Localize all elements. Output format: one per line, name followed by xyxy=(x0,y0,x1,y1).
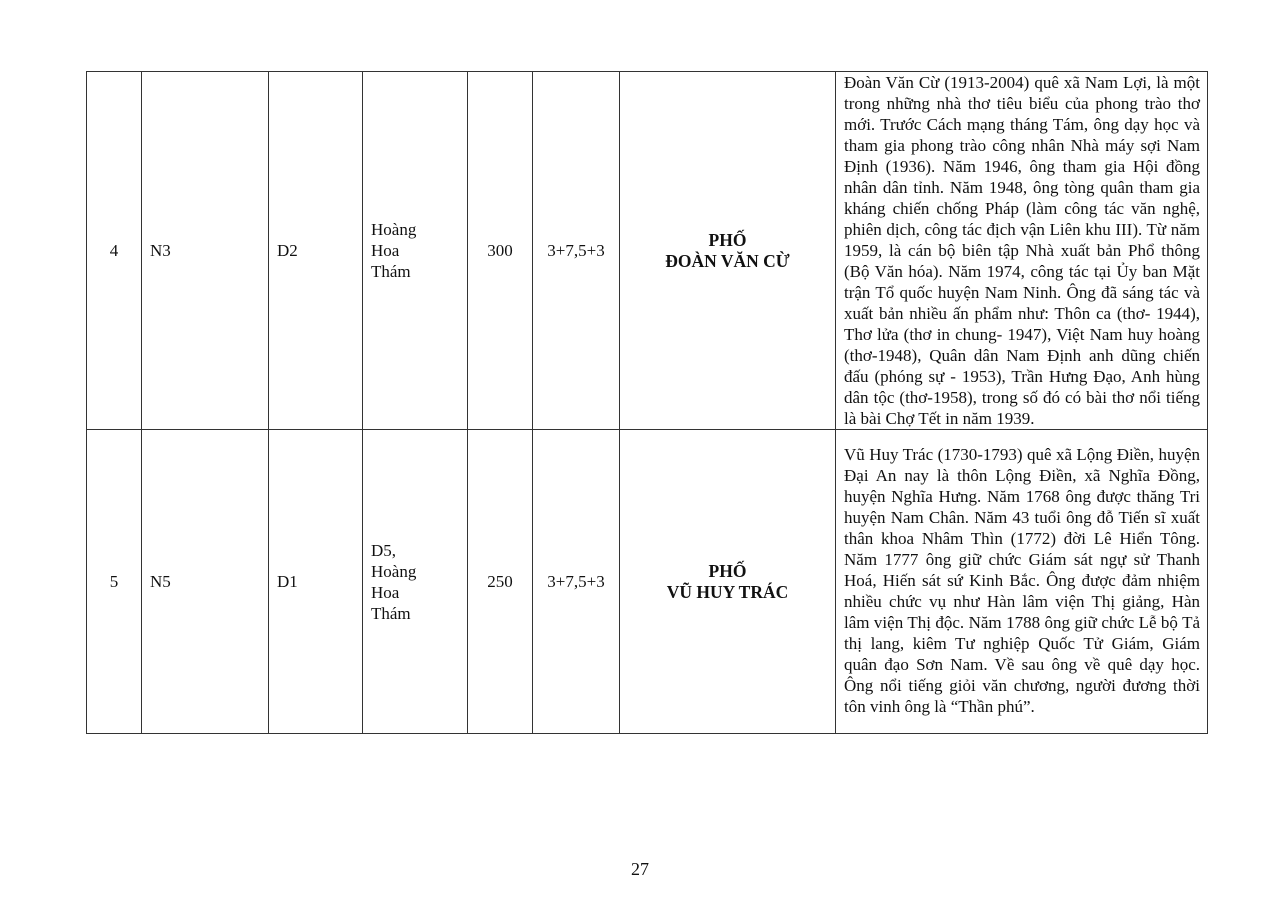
connection-line: Thám xyxy=(371,603,411,623)
table-row xyxy=(87,430,1208,734)
connection-line: Hoàng xyxy=(371,220,417,239)
start-point-cell: N5 xyxy=(142,430,269,734)
connection-line: Hoa xyxy=(371,582,400,602)
connection-line: D5, xyxy=(371,540,397,560)
connection-line: Thám xyxy=(371,262,411,281)
street-name-cell xyxy=(620,72,836,430)
street-name-line: ĐOÀN VĂN CỪ xyxy=(665,250,790,271)
connection-cell xyxy=(363,72,468,430)
length-cell: 250 xyxy=(468,430,533,734)
length-cell: 300 xyxy=(468,72,533,430)
street-name-line: PHỐ xyxy=(708,560,747,581)
description-cell: Vũ Huy Trác (1730-1793) quê xã Lộng Điền, huyện Đại An nay là thôn Lộng Điền, xã Nghĩa Đồng, huyện Nghĩa Hưng. Năm 1768 ông được thăng Tri huyện Nam Chân. Năm 43 tuổi ông đỗ Tiến sĩ xuất thân khoa Nhâm Thìn (1772) đời Lê Hiển Tông. Năm 1777 ông giữ chức Giám sát ngự sử Thanh Hoá, Hiến sát sứ Kinh Bắc. Ông được đảm nhiệm nhiều chức vụ như Hàn lâm viện Thị giảng, Hàn lâm viện Thị độc. Năm 1788 ông giữ chức Lễ bộ Tả thị lang, kiêm Tư nghiệp Quốc Tử Giám, Giám quân đạo Sơn Nam. Về sau ông về quê dạy học. Ông nổi tiếng giỏi văn chương, người đương thời tôn vinh ông là “Thần phú”. xyxy=(836,430,1208,734)
connection-line: Hoàng xyxy=(371,561,417,581)
street-name-cell xyxy=(620,430,836,734)
start-point-cell: N3 xyxy=(142,72,269,430)
street-naming-table xyxy=(86,71,1208,734)
width-cell: 3+7,5+3 xyxy=(533,430,620,734)
street-name-line: PHỐ xyxy=(708,229,747,250)
row-number-cell: 5 xyxy=(87,430,142,734)
connection-cell xyxy=(363,430,468,734)
table-row xyxy=(87,72,1208,430)
page-number: 27 xyxy=(631,859,649,879)
street-name-line: VŨ HUY TRÁC xyxy=(666,581,789,602)
description-cell: Đoàn Văn Cừ (1913-2004) quê xã Nam Lợi, là một trong những nhà thơ tiêu biểu của phong trào thơ mới. Trước Cách mạng tháng Tám, ông dạy học và tham gia phong trào công nhân Nhà máy sợi Nam Định (1936). Năm 1946, ông tham gia Hội đồng nhân dân tỉnh. Năm 1948, ông tòng quân tham gia kháng chiến chống Pháp (làm công tác văn nghệ, phiên dịch, công tác địch vận Liên khu III). Từ năm 1959, là cán bộ biên tập Nhà xuất bản Phổ thông (Bộ Văn hóa). Năm 1974, công tác tại Ủy ban Mặt trận Tổ quốc huyện Nam Ninh. Ông đã sáng tác và xuất bản nhiều ấn phẩm như: Thôn ca (thơ- 1944), Thơ lửa (thơ in chung- 1947), Việt Nam huy hoàng (thơ-1948), Quân dân Nam Định anh dũng chiến đấu (phóng sự - 1953), Trần Hưng Đạo, Anh hùng dân tộc (thơ-1958), trong số đó có bài thơ nổi tiếng là bài Chợ Tết in năm 1939. xyxy=(836,72,1208,430)
end-point-cell: D1 xyxy=(269,430,363,734)
width-cell: 3+7,5+3 xyxy=(533,72,620,430)
end-point-cell: D2 xyxy=(269,72,363,430)
connection-line: Hoa xyxy=(371,241,400,260)
row-number-cell: 4 xyxy=(87,72,142,430)
